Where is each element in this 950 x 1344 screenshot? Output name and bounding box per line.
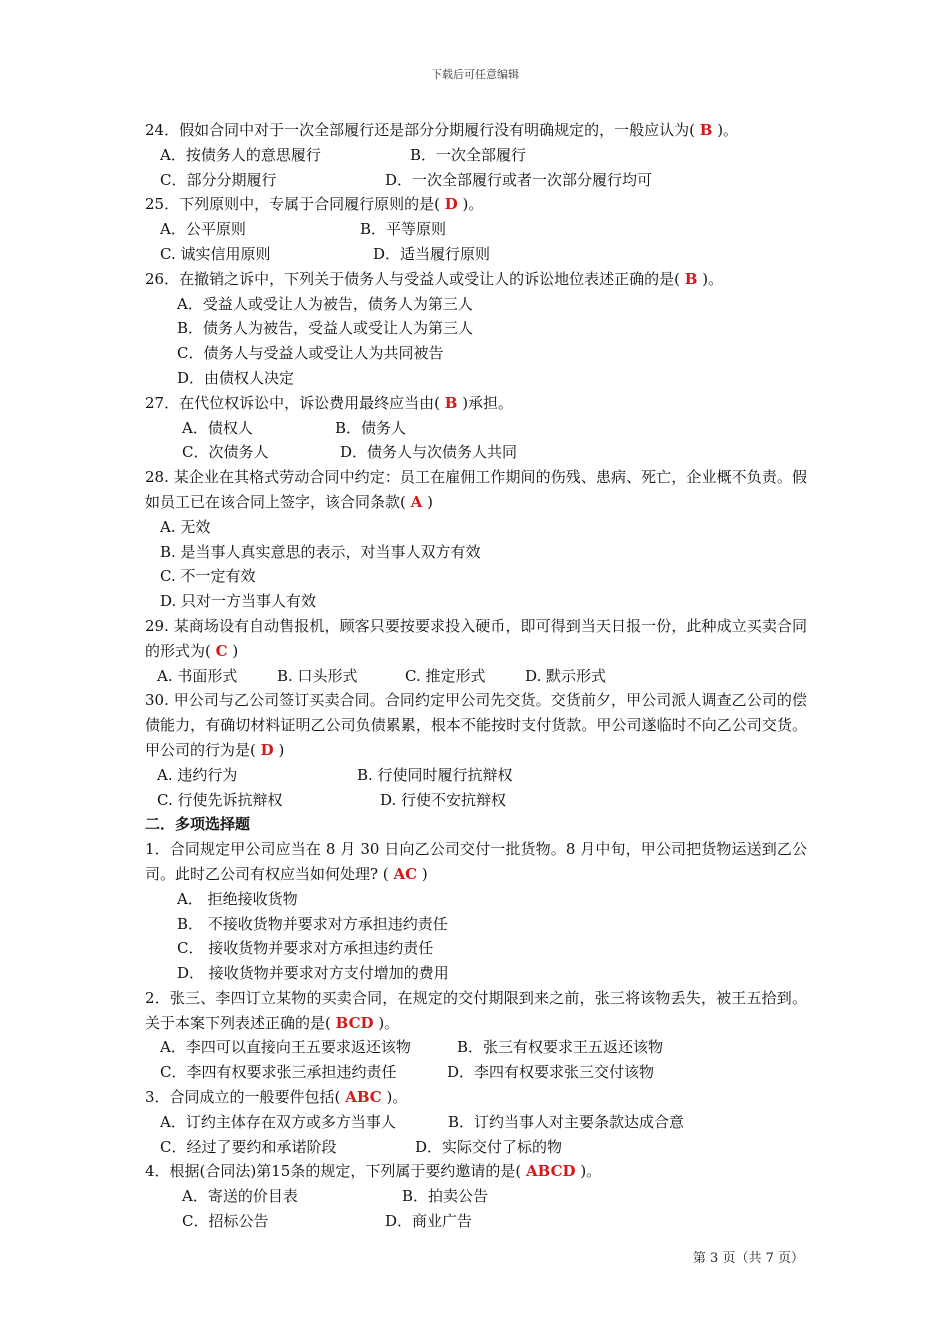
m2-option-a: A．李四可以直接向王五要求返还该物 [160, 1038, 411, 1057]
question-28: 28. 某企业在其格式劳动合同中约定：员工在雇佣工作期间的伤残、患病、死亡，企业概不负责。假如员工已在该合同上签字，该合同条款( A ) [145, 468, 807, 511]
m4-option-b: B．拍卖公告 [402, 1187, 489, 1206]
m1-option-a: A． 拒绝接收货物 [177, 889, 298, 908]
m3-option-b: B．订约当事人对主要条款达成合意 [448, 1112, 685, 1131]
answer-25: D [444, 195, 458, 214]
m2-option-b: B．张三有权要求王五返还该物 [457, 1038, 664, 1057]
m4-options-row2 [145, 1209, 807, 1234]
q30-options-row2 [145, 788, 807, 813]
q24-option-d: D．一次全部履行或者一次部分履行均可 [385, 170, 653, 189]
answer-24: B [699, 121, 713, 139]
q26-option-d: D．由债权人决定 [177, 368, 295, 387]
q24-option-c: C．部分分期履行 [160, 170, 277, 189]
question-24: 24．假如合同中对于一次全部履行还是部分分期履行没有明确规定的，一般应认为( B )。 [145, 121, 739, 139]
q27-option-a: A．债权人 [182, 418, 253, 437]
q24-options-row2 [145, 168, 807, 193]
q29-option-a: A. 书面形式 [157, 666, 238, 685]
q27-options-row1 [145, 416, 807, 441]
multi-answer-2: BCD [335, 1013, 374, 1032]
m2-option-c: C．李四有权要求张三承担违约责任 [160, 1063, 397, 1082]
q26-option-c: C．债务人与受益人或受让人为共同被告 [177, 344, 444, 363]
answer-27: B [444, 393, 458, 412]
q29-option-d: D. 默示形式 [525, 666, 607, 685]
q25-option-a: A．公平原则 [160, 220, 246, 239]
m1-option-b: B． 不接收货物并要求对方承担违约责任 [177, 914, 448, 933]
q28-option-a: A. 无效 [160, 517, 211, 536]
q28-option-b: B. 是当事人真实意思的表示，对当事人双方有效 [160, 542, 481, 561]
document-body [145, 118, 807, 1234]
q26-option-a: A．受益人或受让人为被告，债务人为第三人 [177, 294, 473, 313]
answer-29: C [215, 641, 228, 660]
m4-options-row1 [145, 1184, 807, 1209]
m3-option-a: A．订约主体存在双方或多方当事人 [160, 1112, 396, 1131]
section-heading-multiple-choice: 二．多项选择题 [145, 815, 251, 834]
multi-question-1: 1．合同规定甲公司应当在 8 月 30 日向乙公司交付一批货物。8 月中旬，甲公司把货物运送到乙公司。此时乙公司有权应当如何处理? ( AC ) [145, 840, 807, 883]
m3-options-row2 [145, 1135, 807, 1160]
q28-option-c: C. 不一定有效 [160, 567, 256, 586]
m3-options-row1 [145, 1110, 807, 1135]
m4-option-a: A．寄送的价目表 [182, 1187, 298, 1206]
m2-options-row1 [145, 1035, 807, 1060]
multi-answer-4: ABCD [525, 1162, 576, 1181]
page-footer: 第 3 页（共 7 页） [692, 1251, 804, 1266]
multi-answer-1: AC [393, 864, 418, 883]
q27-option-d: D．债务人与次债务人共同 [340, 443, 518, 462]
q25-options-row1 [145, 217, 807, 242]
m4-option-c: C．招标公告 [182, 1212, 269, 1231]
multi-question-3: 3．合同成立的一般要件包括( ABC )。 [145, 1088, 408, 1107]
q28-option-d: D. 只对一方当事人有效 [160, 592, 317, 611]
q30-options-row1 [145, 763, 807, 788]
answer-26: B [684, 269, 698, 288]
m2-options-row2 [145, 1060, 807, 1085]
q30-option-d: D. 行使不安抗辩权 [380, 790, 507, 809]
q30-option-a: A. 违约行为 [157, 765, 238, 784]
question-29: 29. 某商场设有自动售报机，顾客只要按要求投入硬币，即可得到当天日报一份，此种成立买卖合同的形式为( C ) [145, 616, 807, 660]
q30-option-b: B. 行使同时履行抗辩权 [357, 765, 513, 784]
q25-option-b: B．平等原则 [360, 220, 447, 239]
page-header: 下载后可任意编辑 [431, 68, 519, 81]
q25-options-row2 [145, 242, 807, 267]
q29-options [145, 664, 807, 689]
multi-answer-3: ABC [345, 1088, 382, 1107]
q25-option-d: D．适当履行原则 [373, 244, 491, 263]
m3-option-c: C．经过了要约和承诺阶段 [160, 1137, 337, 1156]
q26-option-b: B．债务人为被告，受益人或受让人为第三人 [177, 319, 474, 338]
q29-option-b: B. 口头形式 [277, 666, 358, 685]
q27-option-b: B．债务人 [335, 418, 407, 437]
multi-question-4: 4．根据(合同法)第15条的规定，下列属于要约邀请的是( ABCD )。 [145, 1162, 602, 1181]
q29-option-c: C. 推定形式 [405, 666, 486, 685]
answer-28: A [410, 492, 423, 511]
multi-question-2: 2．张三、李四订立某物的买卖合同，在规定的交付期限到来之前，张三将该物丢失，被王五拾到。关于本案下列表述正确的是( BCD )。 [145, 988, 807, 1032]
q24-option-a: A．按债务人的意思履行 [160, 145, 321, 164]
m4-option-d: D．商业广告 [385, 1212, 473, 1231]
answer-30: D [260, 740, 274, 759]
m1-option-d: D． 接收货物并要求对方支付增加的费用 [177, 964, 449, 983]
m2-option-d: D．李四有权要求张三交付该物 [447, 1063, 655, 1082]
question-30: 30. 甲公司与乙公司签订买卖合同。合同约定甲公司先交货。交货前夕，甲公司派人调查乙公司的偿债能力，有确切材料证明乙公司负债累累，根本不能按时支付货款。甲公司遂临时不向乙公司交货。甲公司的行为是( D ) [145, 691, 807, 759]
q25-option-c: C. 诚实信用原则 [160, 244, 271, 263]
question-27: 27．在代位权诉讼中，诉讼费用最终应当由( B )承担。 [145, 393, 514, 412]
q30-option-c: C. 行使先诉抗辩权 [157, 790, 283, 809]
m3-option-d: D．实际交付了标的物 [415, 1137, 563, 1156]
question-25: 25．下列原则中，专属于合同履行原则的是( D )。 [145, 195, 484, 214]
q27-options-row2 [145, 440, 807, 465]
m1-option-c: C． 接收货物并要求对方承担违约责任 [177, 939, 434, 958]
question-26: 26．在撤销之诉中，下列关于债务人与受益人或受让人的诉讼地位表述正确的是( B )。 [145, 269, 724, 288]
q24-option-b: B．一次全部履行 [410, 145, 527, 164]
q24-options-row1 [145, 143, 807, 168]
q27-option-c: C．次债务人 [182, 443, 269, 462]
